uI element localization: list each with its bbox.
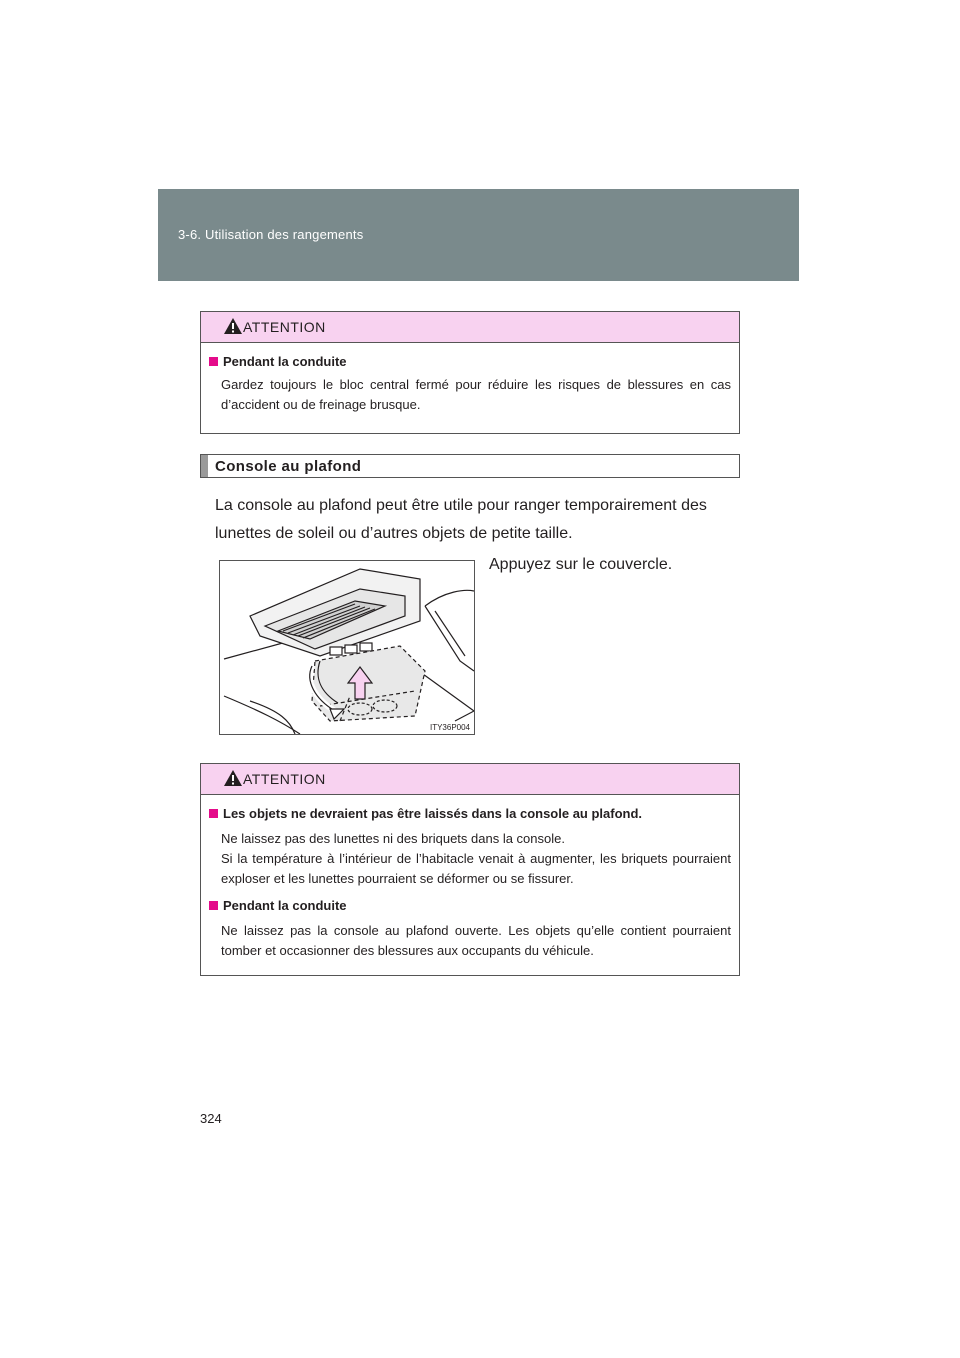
attention-body xyxy=(201,343,739,429)
chapter-title: 3-6. Utilisation des rangements xyxy=(178,227,364,242)
bullet-square-icon xyxy=(209,901,218,910)
attention-body xyxy=(201,795,739,975)
figure-code: ITY36P004 xyxy=(429,723,470,732)
attention-item-title: Les objets ne devraient pas être laissés dans la console au plafond. xyxy=(223,806,643,821)
section-heading xyxy=(200,454,740,478)
warning-triangle-icon xyxy=(223,769,243,787)
attention-title: ATTENTION xyxy=(243,319,326,335)
overhead-console-drawing xyxy=(220,561,474,734)
section-title: Console au plafond xyxy=(215,458,362,475)
bullet-square-icon xyxy=(209,809,218,818)
attention-item-title: Pendant la conduite xyxy=(223,354,347,369)
page-number: 324 xyxy=(200,1111,222,1126)
attention-box-objects xyxy=(200,763,740,976)
attention-header xyxy=(201,764,739,795)
bullet-square-icon xyxy=(209,357,218,366)
attention-item-text: Ne laissez pas la console au plafond ouverte. Les objets qu’elle contient pourraient tomber et occasionner des blessures aux occupants du véhicule. xyxy=(221,923,731,958)
warning-triangle-icon xyxy=(223,317,243,335)
figure-caption: Appuyez sur le couvercle. xyxy=(489,556,673,573)
overhead-console-illustration xyxy=(219,560,475,735)
attention-item xyxy=(209,805,731,889)
attention-item-title: Pendant la conduite xyxy=(223,898,347,913)
attention-item-text: Ne laissez pas des lunettes ni des briquets dans la console. xyxy=(221,831,565,846)
section-intro: La console au plafond peut être utile pour ranger temporairement des lunettes de soleil ou d’autres objets de petite taille. xyxy=(215,497,707,542)
attention-item-text: Gardez toujours le bloc central fermé pour réduire les risques de blessures en cas d’accident ou de freinage brusque. xyxy=(221,377,731,412)
chapter-header xyxy=(158,189,799,281)
attention-box-driving xyxy=(200,311,740,434)
attention-title: ATTENTION xyxy=(243,771,326,787)
attention-item xyxy=(209,353,731,415)
attention-item-text: Si la température à l’intérieur de l’habitacle venait à augmenter, les briquets pourraient exploser et les lunettes pourraient se déformer ou se fissurer. xyxy=(221,851,731,886)
attention-item xyxy=(209,897,731,961)
section-marker xyxy=(201,455,208,477)
attention-header xyxy=(201,312,739,343)
